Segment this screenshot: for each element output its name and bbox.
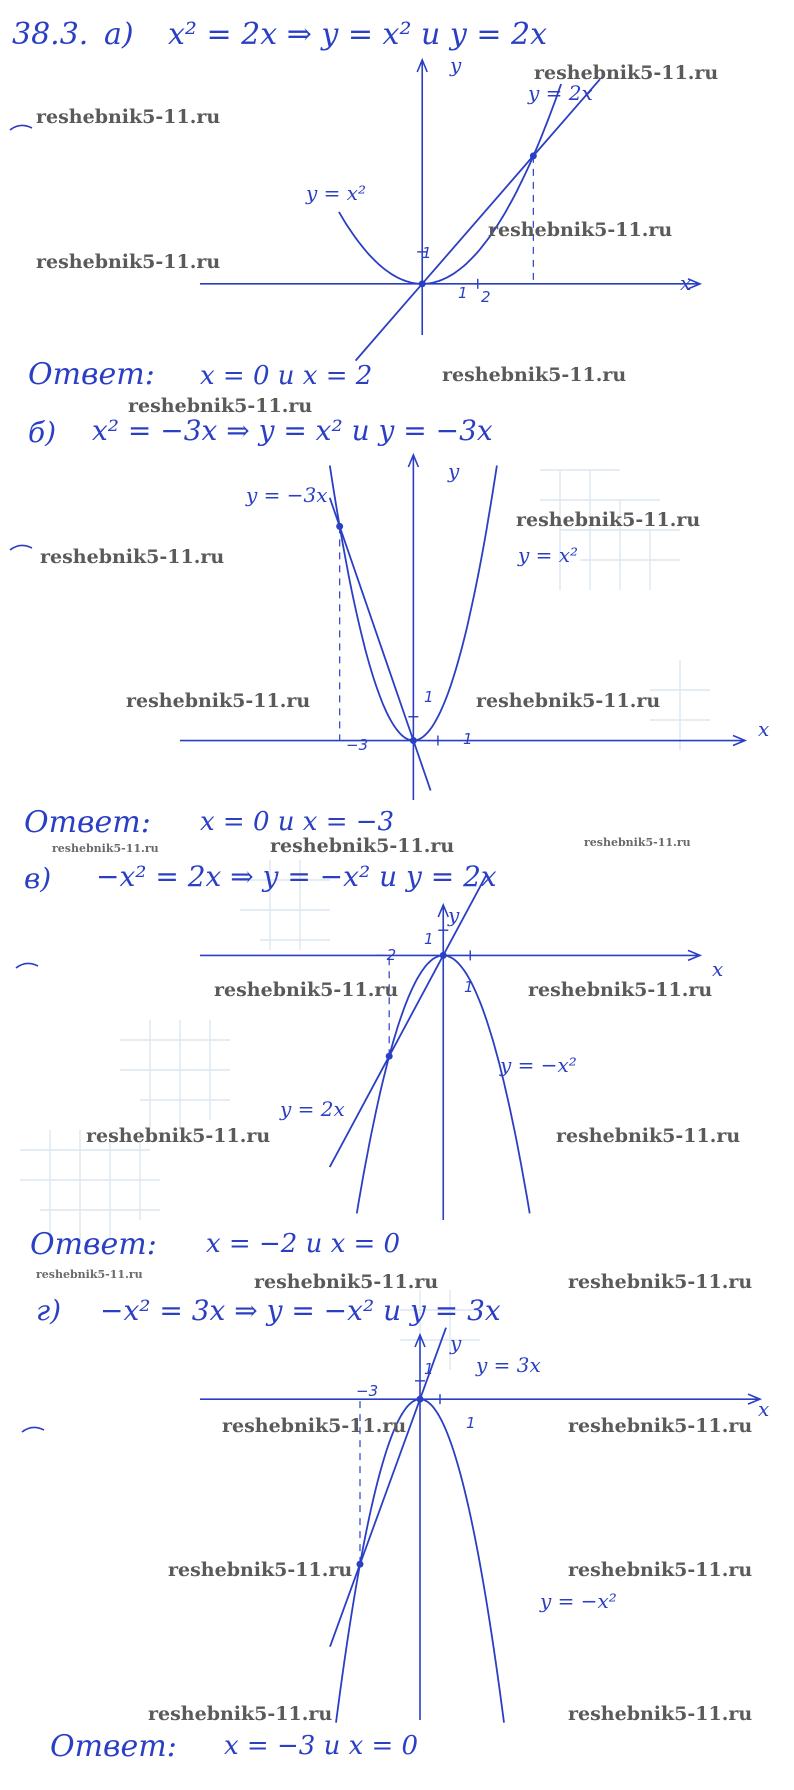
part-b-axis-y: y (448, 459, 460, 483)
watermark: reshebnik5-11.ru (488, 219, 673, 241)
watermark: reshebnik5-11.ru (214, 979, 399, 1001)
part-a-axis-y: y (450, 53, 462, 77)
part-g-tick-y1: 1 (424, 1360, 434, 1378)
intersection-point (530, 152, 537, 159)
part-g-label: г) (36, 1294, 62, 1327)
part-a-answer-label: Ответ: (28, 357, 155, 392)
watermark: reshebnik5-11.ru (516, 509, 701, 531)
intersection-point (410, 737, 417, 744)
part-v-answer: x = −2 и x = 0 (206, 1229, 401, 1259)
part-v-tick-y1: 1 (424, 930, 434, 948)
part-b-tick-y1: 1 (424, 688, 434, 706)
series-line-curve (330, 498, 431, 791)
part-a-label-line: y = 2x (528, 81, 593, 105)
part-b-header: x² = −3x ⇒ y = x² и y = −3x (92, 414, 493, 447)
intersection-point (417, 1396, 424, 1403)
part-a-tick-y1: 1 (422, 244, 432, 262)
part-b-label: б) (28, 416, 57, 449)
part-a-answer: x = 0 и x = 2 (200, 361, 373, 391)
intersection-point (386, 1053, 393, 1060)
problem-number: 38.3. (12, 17, 89, 52)
watermark: reshebnik5-11.ru (568, 1703, 753, 1725)
watermark: reshebnik5-11.ru (528, 979, 713, 1001)
intersection-point (440, 952, 447, 959)
part-a-tick-x1: 1 (458, 284, 468, 302)
part-b-label-line: y = −3x (246, 483, 328, 507)
series-line-curve (330, 875, 487, 1167)
watermarks (36, 62, 752, 1725)
watermark: reshebnik5-11.ru (148, 1703, 333, 1725)
watermark: reshebnik5-11.ru (442, 364, 627, 386)
part-g-label-parabola: y = −x² (540, 1589, 617, 1613)
part-a-axis-x: x (680, 271, 692, 295)
part-g-axis-y: y (450, 1331, 462, 1355)
part-v-header: −x² = 2x ⇒ y = −x² и y = 2x (96, 860, 497, 893)
part-b-answer: x = 0 и x = −3 (200, 807, 395, 837)
intersection-point (357, 1561, 364, 1568)
part-a-graph (200, 60, 700, 361)
part-a-label-parabola: y = x² (306, 181, 367, 205)
series-parabola-curve (339, 84, 561, 284)
part-g-answer-label: Ответ: (50, 1729, 177, 1764)
watermark: reshebnik5-11.ru (556, 1125, 741, 1147)
watermark: reshebnik5-11.ru (168, 1559, 353, 1581)
part-g-header: −x² = 3x ⇒ y = −x² и y = 3x (100, 1294, 501, 1327)
watermark: reshebnik5-11.ru (86, 1125, 271, 1147)
part-a-tick-x2: 2 (481, 288, 491, 306)
watermark: reshebnik5-11.ru (128, 395, 313, 417)
part-v (24, 860, 723, 1262)
part-v-label-line: y = 2x (280, 1097, 345, 1121)
watermark: reshebnik5-11.ru (126, 690, 311, 712)
part-a-header: x² = 2x ⇒ y = x² и y = 2x (168, 17, 548, 52)
part-b-answer-label: Ответ: (24, 805, 151, 840)
watermark: reshebnik5-11.ru (568, 1415, 753, 1437)
watermark: reshebnik5-11.ru (222, 1415, 407, 1437)
part-b (24, 414, 769, 840)
part-g (36, 1294, 769, 1764)
part-v-axis-x: x (712, 957, 724, 981)
part-g-tick-x1: 1 (466, 1414, 476, 1432)
part-v-label: в) (24, 862, 52, 895)
part-v-answer-label: Ответ: (30, 1227, 157, 1262)
watermark: reshebnik5-11.ru (476, 690, 661, 712)
watermark-small: reshebnik5-11.ru (36, 1268, 143, 1281)
part-b-label-parabola: y = x² (518, 543, 579, 567)
part-b-axis-x: x (758, 717, 770, 741)
watermark: reshebnik5-11.ru (36, 106, 221, 128)
watermark-small: reshebnik5-11.ru (52, 842, 159, 855)
watermark: reshebnik5-11.ru (40, 546, 225, 568)
part-v-axis-y: y (448, 903, 460, 927)
part-v-tick-x-2: −2 (374, 946, 397, 964)
part-g-graph (200, 1328, 760, 1723)
intersection-point (336, 523, 343, 530)
intersection-point (419, 280, 426, 287)
watermark-small: reshebnik5-11.ru (584, 836, 691, 849)
part-g-label-line: y = 3x (476, 1353, 541, 1377)
watermark: reshebnik5-11.ru (534, 62, 719, 84)
part-a-label: а) (104, 17, 134, 52)
part-b-tick-x1: 1 (463, 730, 473, 748)
part-v-tick-x1: 1 (464, 978, 474, 996)
watermark: reshebnik5-11.ru (568, 1559, 753, 1581)
part-b-tick-x-3: −3 (346, 736, 369, 754)
part-v-label-parabola: y = −x² (500, 1053, 577, 1077)
part-g-axis-x: x (758, 1397, 770, 1421)
watermark: reshebnik5-11.ru (36, 251, 221, 273)
part-g-tick-x-3: −3 (356, 1382, 379, 1400)
watermark: reshebnik5-11.ru (568, 1271, 753, 1293)
watermark: reshebnik5-11.ru (254, 1271, 439, 1293)
part-g-answer: x = −3 и x = 0 (224, 1731, 419, 1761)
watermark: reshebnik5-11.ru (270, 835, 455, 857)
